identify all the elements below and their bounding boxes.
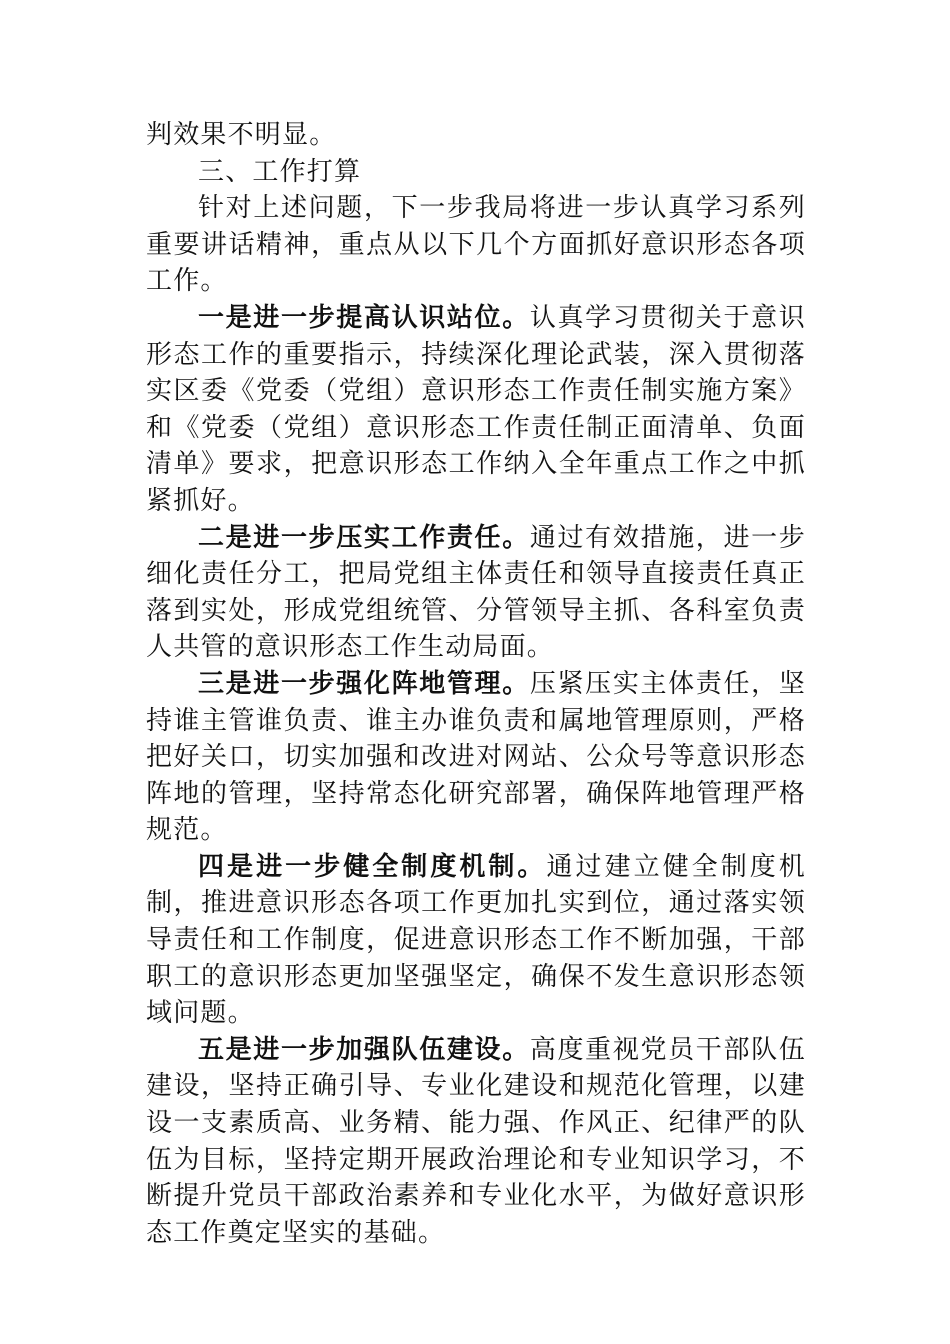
- paragraph-text: 压紧压实主体责任，坚持谁主管谁负责、谁主办谁负责和属地管理原则，严格把好关口，切实加强和改进对网站、公众号等意识形态阵地的管理，坚持常态化研究部署，确保阵地管理严格规范。: [146, 668, 806, 846]
- paragraph-text: 针对上述问题，下一步我局将进一步认真学习系列重要讲话精神，重点从以下几个方面抓好意识形态各项工作。: [146, 193, 806, 297]
- paragraph-item-3: [146, 666, 806, 849]
- paragraph-item-5: [146, 1032, 806, 1252]
- paragraph-text: 高度重视党员干部队伍建设，坚持正确引导、专业化建设和规范化管理，以建设一支素质高、业务精、能力强、作风正、纪律严的队伍为目标，坚持定期开展政治理论和专业知识学习，不断提升党员干部政治素养和专业化水平，为做好意识形态工作奠定坚实的基础。: [146, 1034, 806, 1248]
- paragraph-lead: 四是进一步健全制度机制。: [198, 851, 547, 882]
- paragraph-lead: 一是进一步提高认识站位。: [198, 302, 530, 333]
- section-heading: [146, 154, 806, 191]
- paragraph-text: 通过建立健全制度机制，推进意识形态各项工作更加扎实到位，通过落实领导责任和工作制度，促进意识形态工作不断加强，干部职工的意识形态更加坚强坚定，确保不发生意识形态领域问题。: [146, 851, 806, 1029]
- paragraph-text: 通过有效措施，进一步细化责任分工，把局党组主体责任和领导直接责任真正落到实处，形成党组统管、分管领导主抓、各科室负责人共管的意识形态工作生动局面。: [146, 522, 806, 663]
- paragraph-lead: 五是进一步加强队伍建设。: [198, 1034, 530, 1065]
- paragraph-intro: [146, 190, 806, 300]
- paragraph-lead: 二是进一步压实工作责任。: [198, 522, 530, 553]
- paragraph-item-1: [146, 300, 806, 520]
- paragraph-text: 判效果不明显。: [146, 120, 337, 150]
- document-body: [146, 117, 806, 1251]
- paragraph-lead: 三是进一步强化阵地管理。: [198, 668, 530, 699]
- section-heading-text: 三、工作打算: [198, 156, 362, 187]
- paragraph-text: 认真学习贯彻关于意识形态工作的重要指示，持续深化理论武装，深入贯彻落实区委《党委（党组）意识形态工作责任制实施方案》和《党委（党组）意识形态工作责任制正面清单、负面清单》要求，把意识形态工作纳入全年重点工作之中抓紧抓好。: [146, 302, 806, 516]
- paragraph-continuation: [146, 117, 806, 154]
- paragraph-item-2: [146, 520, 806, 666]
- paragraph-item-4: [146, 849, 806, 1032]
